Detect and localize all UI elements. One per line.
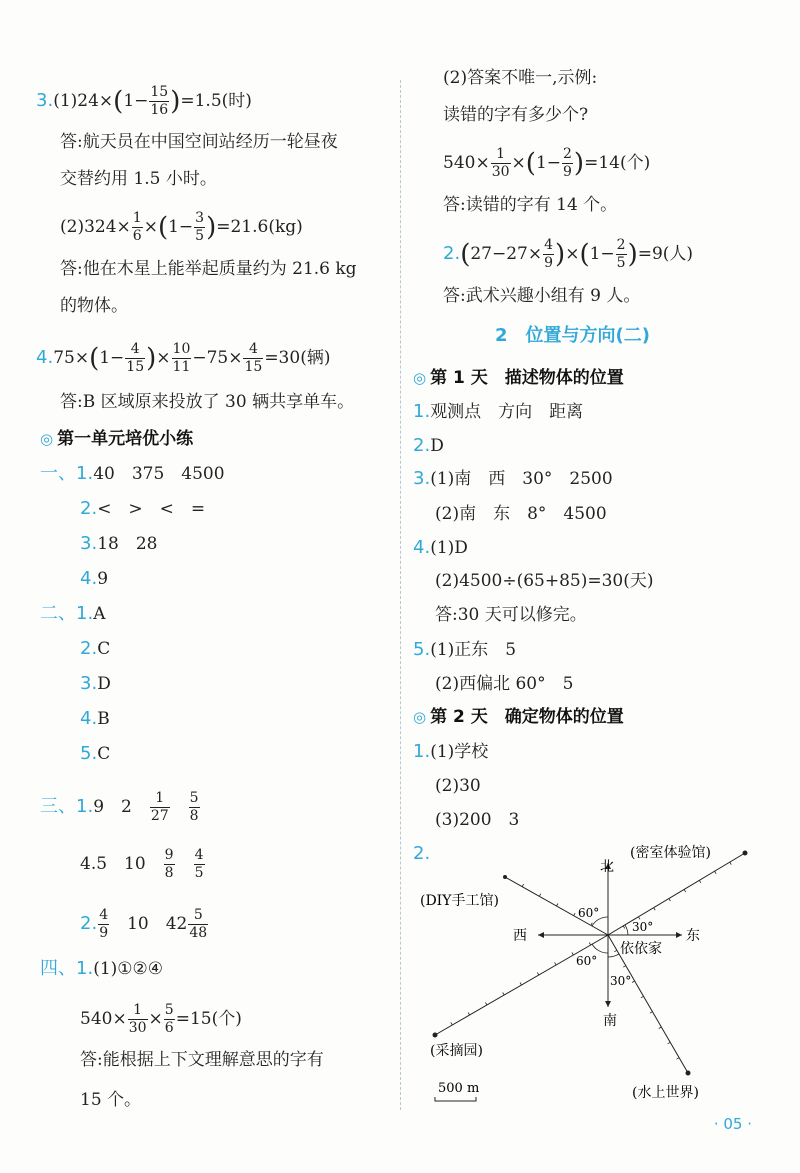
- q3-2-answer-b: 的物体。: [60, 296, 128, 316]
- part2-q3: 3.D: [80, 673, 111, 694]
- d2-q2-label: 2.: [413, 843, 431, 864]
- part1-q4: 4.9: [80, 568, 109, 589]
- d1-q5a: 5.(1)正东 5: [413, 639, 517, 660]
- part2-q5: 5.C: [80, 743, 111, 764]
- diy-hall-label: (DIY手工馆): [420, 893, 499, 909]
- bullseye-icon: ◎: [413, 369, 427, 387]
- part1-q2: 2.< > < =: [80, 498, 206, 519]
- bullseye-icon: ◎: [40, 430, 54, 448]
- bullseye-icon: ◎: [413, 708, 427, 726]
- r-line1: (2)答案不唯一,示例:: [443, 68, 598, 88]
- part1-q3: 3.18 28: [80, 533, 158, 554]
- d1-q4b: (2)4500÷(65+85)=30(天): [435, 571, 654, 591]
- angle-label-30-se: 30°: [610, 974, 632, 988]
- d1-q3b: (2)南 东 8° 4500: [435, 504, 607, 524]
- part4-q2-equation: 540× $\frac{1}{30}$ × $\frac{5}{6}$ =15(个): [80, 1002, 242, 1036]
- water-world-label: (水上世界): [632, 1085, 699, 1101]
- center-label: 依依家: [620, 941, 662, 957]
- part4-answer-a: 答:能根据上下文理解意思的字有: [80, 1050, 324, 1070]
- orchard-label: (采摘园): [430, 1043, 483, 1059]
- page-number: · 05 ·: [713, 1115, 752, 1133]
- q3-1-answer-a: 答:航天员在中国空间站经历一轮昼夜: [60, 132, 338, 152]
- south-label: 南: [603, 1013, 617, 1029]
- scale-label: 500 m: [438, 1081, 480, 1096]
- part1-q1: 一、1.40 375 4500: [40, 463, 225, 484]
- part2-q1: 二、1.A: [40, 603, 106, 624]
- q3-1-answer-b: 交替约用 1.5 小时。: [60, 169, 217, 189]
- angle-label-60-nw: 60°: [578, 906, 600, 920]
- r-line2: 读错的字有多少个?: [443, 105, 589, 125]
- section-heading-unit1: ◎ 第一单元培优小练: [40, 429, 194, 449]
- d1-q4a: 4.(1)D: [413, 537, 468, 558]
- q4-equation: 4.75×(1− $\frac{4}{15}$ )× $\frac{10}{11}$ −75× $\frac{4}{15}$ =30(辆): [36, 341, 331, 375]
- east-label: 东: [686, 928, 700, 944]
- r-answer2: 答:武术兴趣小组有 9 人。: [443, 286, 641, 306]
- part2-q2: 2.C: [80, 638, 111, 659]
- angle-label-30-ne: 30°: [632, 920, 654, 934]
- west-label: 西: [513, 928, 527, 944]
- part4-q1: 四、1.(1)①②④: [40, 958, 163, 979]
- unit-title: 2 位置与方向(二): [495, 325, 650, 346]
- part4-answer-b: 15 个。: [80, 1090, 142, 1110]
- q3-2-equation: (2)324× $\frac{1}{6}$ ×(1− $\frac{3}{5}$ )=21.6(kg): [60, 210, 303, 244]
- d1-q2: 2.D: [413, 435, 444, 456]
- d1-q3a: 3.(1)南 西 30° 2500: [413, 468, 613, 489]
- d2-q1c: (3)200 3: [435, 810, 520, 830]
- q3-2-answer-a: 答:他在木星上能举起质量约为 21.6 kg: [60, 259, 357, 279]
- part3-q1-row2: 4.5 10 $\frac{9}{8}$ $\frac{4}{5}$: [80, 847, 204, 881]
- day1-heading: ◎ 第 1 天 描述物体的位置: [413, 368, 624, 388]
- r-equation2: 2.(27−27× $\frac{4}{9}$ )×(1− $\frac{2}{5}$ )=9(人): [443, 237, 694, 271]
- day2-heading: ◎ 第 2 天 确定物体的位置: [413, 707, 624, 727]
- escape-room-label: (密室体验馆): [630, 845, 711, 861]
- d1-q4c: 答:30 天可以修完。: [435, 605, 587, 625]
- line-to-escape-room: [608, 853, 745, 935]
- north-label: 北: [600, 859, 614, 875]
- part3-q1-row1: 三、1.9 2 $\frac{1}{27}$ $\frac{5}{8}$: [40, 790, 199, 824]
- q3-1-equation: 3.(1)24×(1− $\frac{15}{16}$ )=1.5(时): [36, 84, 252, 118]
- r-equation1: 540× $\frac{1}{30}$ ×(1− $\frac{2}{9}$ )=14(个): [443, 146, 651, 180]
- column-divider: [400, 80, 401, 1110]
- d1-q5b: (2)西偏北 60° 5: [435, 674, 574, 694]
- part2-q4: 4.B: [80, 708, 110, 729]
- part3-q2: 2. $\frac{4}{9}$ 10 42 $\frac{5}{48}$: [80, 907, 208, 941]
- position-diagram: [420, 835, 760, 1110]
- d2-q1a: 1.(1)学校: [413, 741, 489, 762]
- d1-q1: 1.观测点 方向 距离: [413, 401, 584, 422]
- scale-bar: [435, 1097, 476, 1101]
- r-answer1: 答:读错的字有 14 个。: [443, 195, 618, 215]
- fraction: $\frac{15}{16}$: [150, 84, 169, 118]
- q4-answer: 答:B 区域原来投放了 30 辆共享单车。: [60, 392, 355, 412]
- angle-label-60-sw: 60°: [576, 954, 598, 968]
- d2-q1b: (2)30: [435, 776, 481, 796]
